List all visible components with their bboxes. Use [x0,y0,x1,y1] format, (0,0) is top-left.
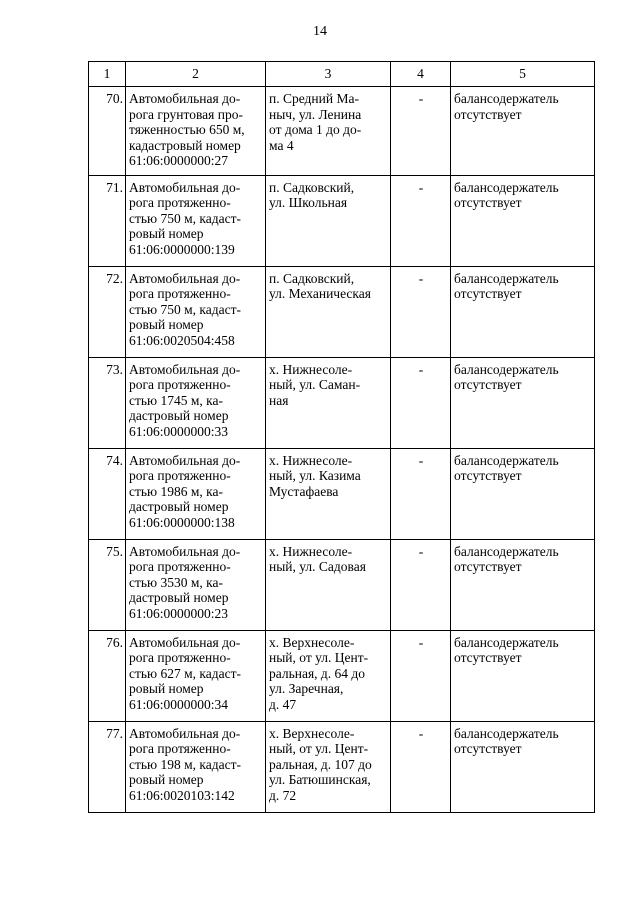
road-location-line: ул. Школьная [269,195,348,210]
road-description-line: рога протяженно- [129,741,231,756]
road-description-line: 61:06:0000000:138 [129,514,235,530]
balance-holder-line: отсутствует [454,286,522,301]
table-row [89,630,595,721]
column-header-4: 4 [391,62,451,87]
road-location-line: п. Садковский, [269,270,355,286]
road-description-line: рога протяженно- [129,559,231,574]
road-description [126,175,266,266]
table-row [89,721,595,812]
road-description-line: Автомобильная до- [129,543,241,559]
road-location [266,448,391,539]
column-4-value: - [391,87,451,176]
table-header-row [89,62,595,87]
road-description [126,630,266,721]
balance-holder-line: отсутствует [454,741,522,756]
road-description-line: кадастровый номер [129,137,241,153]
row-number: 77. [89,721,126,812]
balance-holder-line: балансодержатель [454,725,559,741]
road-description-line: 61:06:0000000:33 [129,423,229,439]
road-description-line: 61:06:0000000:139 [129,241,235,257]
balance-holder-line: отсутствует [454,559,522,574]
balance-holder-line: отсутствует [454,106,522,122]
road-location-line: ныч, ул. Ленина [269,106,362,122]
road-description-line: стью 750 м, кадаст- [129,301,242,317]
road-description [126,266,266,357]
road-location-line: х. Верхнесоле- [269,725,355,741]
road-description-line: стью 1986 м, ка- [129,483,224,499]
column-header-1: 1 [89,62,126,87]
road-description-line: 61:06:0020504:458 [129,332,235,348]
balance-holder-line: отсутствует [454,377,522,392]
balance-holder [451,539,595,630]
table-row [89,175,595,266]
road-location-line: ма 4 [269,137,294,153]
road-location-line: ральная, д. 64 до [269,665,366,681]
road-description-line: стью 3530 м, ка- [129,574,224,590]
road-description-line: ровый номер [129,681,204,696]
road-description [126,87,266,176]
road-location-line: х. Нижнесоле- [269,543,353,559]
road-description-line: 61:06:0000000:27 [129,153,229,168]
road-description [126,357,266,448]
road-location-line: ул. Механическая [269,286,371,301]
road-description [126,721,266,812]
road-location [266,175,391,266]
row-number: 76. [89,630,126,721]
road-location-line: ный, от ул. Цент- [269,650,369,665]
road-description-line: ровый номер [129,226,204,241]
row-number: 71. [89,175,126,266]
column-4-value: - [391,630,451,721]
road-description [126,448,266,539]
road-description-line: Автомобильная до- [129,179,241,195]
road-location-line: Мустафаева [269,483,339,499]
road-description-line: ровый номер [129,772,204,787]
road-location [266,87,391,176]
road-description-line: стью 1745 м, ка- [129,392,224,408]
road-description-line: Автомобильная до- [129,725,241,741]
road-location-line: ный, ул. Саман- [269,377,361,392]
road-description-line: тяженностью 650 м, [129,122,245,137]
road-location-line: п. Садковский, [269,179,355,195]
row-number: 70. [89,87,126,176]
road-location-line: ный, от ул. Цент- [269,741,369,756]
road-location-line: х. Нижнесоле- [269,452,353,468]
table-row [89,266,595,357]
balance-holder-line: отсутствует [454,468,522,483]
road-location-line: ральная, д. 107 до [269,756,372,772]
balance-holder-line: балансодержатель [454,179,559,195]
column-4-value: - [391,448,451,539]
row-number: 74. [89,448,126,539]
table-body [89,87,595,813]
balance-holder-line: балансодержатель [454,270,559,286]
road-location-line: д. 47 [269,696,297,712]
road-description-line: стью 627 м, кадаст- [129,665,242,681]
column-4-value: - [391,721,451,812]
road-location [266,266,391,357]
table-row [89,87,595,176]
road-description-line: стью 198 м, кадаст- [129,756,242,772]
road-location [266,539,391,630]
road-description-line: рога протяженно- [129,377,231,392]
balance-holder [451,266,595,357]
road-description-line: ровый номер [129,317,204,332]
road-description [126,539,266,630]
road-location-line: х. Верхнесоле- [269,634,355,650]
road-registry-table [88,61,595,813]
table-row [89,357,595,448]
balance-holder-line: балансодержатель [454,543,559,559]
road-description-line: дастровый номер [129,499,229,514]
balance-holder-line: отсутствует [454,195,522,210]
road-description-line: рога грунтовая про- [129,106,243,122]
road-location-line: ул. Батюшинская, [269,772,371,787]
column-header-3: 3 [266,62,391,87]
road-description-line: Автомобильная до- [129,270,241,286]
road-description-line: Автомобильная до- [129,452,241,468]
road-location [266,357,391,448]
balance-holder [451,721,595,812]
row-number: 73. [89,357,126,448]
road-description-line: 61:06:0000000:23 [129,605,229,621]
column-4-value: - [391,357,451,448]
road-description-line: стью 750 м, кадаст- [129,210,242,226]
balance-holder [451,448,595,539]
road-description-line: 61:06:0020103:142 [129,787,235,803]
road-description-line: Автомобильная до- [129,91,241,106]
balance-holder [451,357,595,448]
road-location-line: х. Нижнесоле- [269,361,353,377]
road-location [266,721,391,812]
balance-holder [451,630,595,721]
road-description-line: рога протяженно- [129,286,231,301]
balance-holder-line: отсутствует [454,650,522,665]
balance-holder [451,87,595,176]
road-location [266,630,391,721]
road-description-line: рога протяженно- [129,195,231,210]
road-location-line: ная [269,392,289,408]
row-number: 75. [89,539,126,630]
road-location-line: п. Средний Ма- [269,91,359,106]
balance-holder [451,175,595,266]
column-header-2: 2 [126,62,266,87]
page-number: 14 [313,24,327,39]
road-description-line: дастровый номер [129,590,229,605]
road-description-line: рога протяженно- [129,650,231,665]
road-location-line: ул. Заречная, [269,681,344,696]
road-description-line: Автомобильная до- [129,634,241,650]
balance-holder-line: балансодержатель [454,361,559,377]
road-location-line: д. 72 [269,787,297,803]
column-4-value: - [391,266,451,357]
table-row [89,448,595,539]
road-description-line: Автомобильная до- [129,361,241,377]
balance-holder-line: балансодержатель [454,634,559,650]
road-description-line: дастровый номер [129,408,229,423]
column-4-value: - [391,175,451,266]
road-location-line: от дома 1 до до- [269,122,362,137]
road-location-line: ный, ул. Садовая [269,559,366,574]
column-header-5: 5 [451,62,595,87]
table-row [89,539,595,630]
row-number: 72. [89,266,126,357]
road-description-line: 61:06:0000000:34 [129,696,229,712]
balance-holder-line: балансодержатель [454,452,559,468]
column-4-value: - [391,539,451,630]
road-description-line: рога протяженно- [129,468,231,483]
road-location-line: ный, ул. Казима [269,468,361,483]
balance-holder-line: балансодержатель [454,91,559,106]
